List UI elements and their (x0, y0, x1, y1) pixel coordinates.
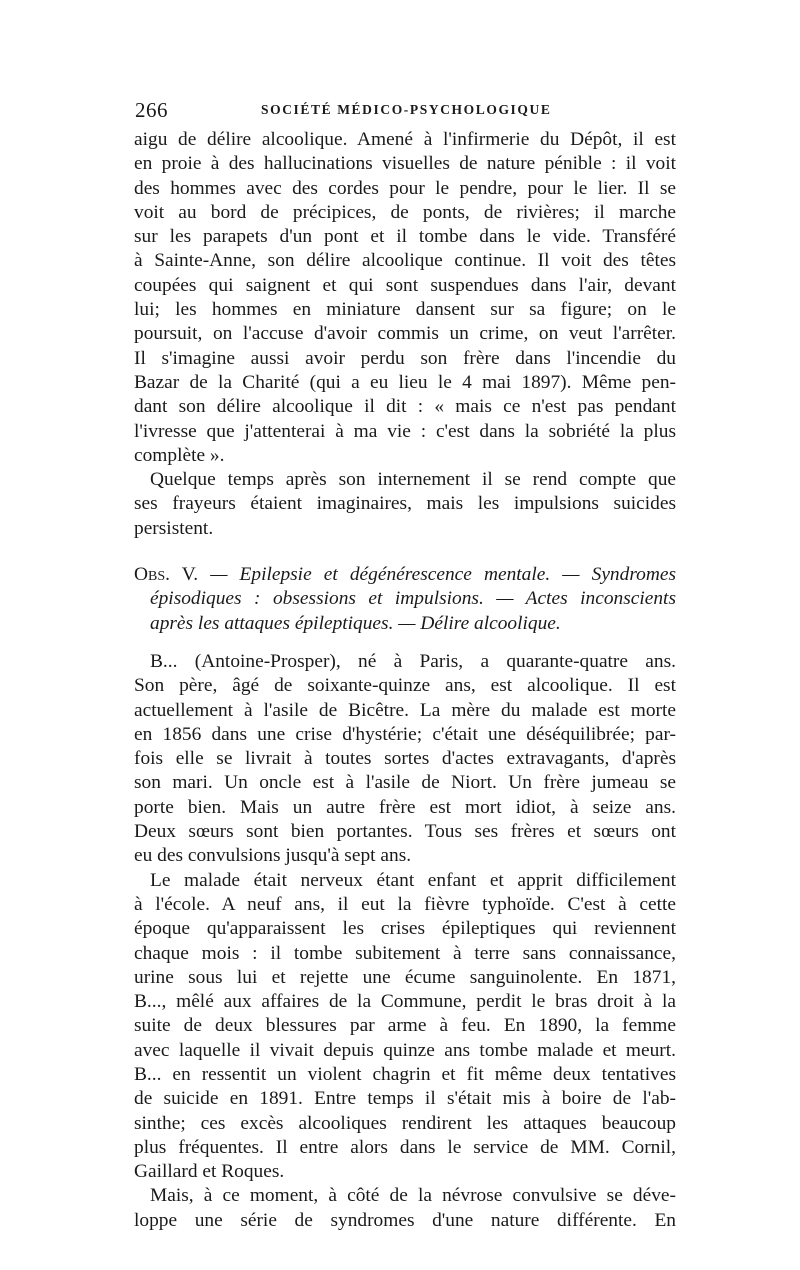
page-header (135, 98, 675, 122)
text-line: aigu de délire alcoolique. Amené à l'infirmerie du Dépôt, il est (134, 129, 676, 150)
text-line: poursuit, on l'accuse d'avoir commis un crime, on veut l'arrêter. (134, 323, 676, 345)
section-spacer (134, 636, 676, 650)
text-line: l'ivresse que j'attenterai à ma vie : c'est dans la sobriété la plus (134, 420, 676, 442)
paragraph-2 (134, 468, 676, 541)
text-line: sur les parapets d'un pont et il tombe dans le vide. Transféré (134, 226, 676, 248)
text-line: de suicide en 1891. Entre temps il s'était mis à boire de l'ab- (134, 1088, 676, 1110)
text-line: ses frayeurs étaient imaginaires, mais les impulsions suicides (134, 493, 676, 515)
paragraph-3 (134, 650, 676, 869)
text-line: complète ». (134, 444, 225, 466)
text-line: sinthe; ces excès alcooliques rendirent les attaques beaucoup (134, 1112, 676, 1134)
text-line: lui; les hommes en miniature dansent sur sa figure; on le (134, 299, 676, 321)
text-line: B..., mêlé aux affaires de la Commune, perdit le bras droit à la (134, 991, 676, 1013)
text-line: Le malade était nerveux étant enfant et apprit difficilement (150, 869, 676, 891)
text-line: dant son délire alcoolique il dit : « mais ce n'est pas pendant (134, 396, 676, 418)
observation-title-2: épisodiques : obsessions et impulsions. — Actes inconscients (150, 588, 676, 610)
text-line: à l'école. A neuf ans, il eut la fièvre typhoïde. C'est à cette (134, 893, 676, 915)
observation-title-1: — Epilepsie et dégénérescence mentale. — Syndromes (210, 564, 676, 586)
text-line: Quelque temps après son internement il se rend compte que (150, 469, 676, 491)
text-line: en 1856 dans une crise d'hystérie; c'était une déséquilibrée; par- (134, 723, 676, 745)
text-line: Deux sœurs sont bien portantes. Tous ses frères et sœurs ont (134, 821, 676, 843)
text-line: porte bien. Mais un autre frère est mort idiot, à seize ans. (134, 796, 676, 818)
text-line: Bazar de la Charité (qui a eu lieu le 4 mai 1897). Même pen- (134, 371, 676, 393)
paragraph-4 (134, 869, 676, 1185)
text-line: voit au bord de précipices, de ponts, de rivières; il marche (134, 201, 676, 223)
text-line: à Sainte-Anne, son délire alcoolique continue. Il voit des têtes (134, 250, 676, 272)
text-line: plus fréquentes. Il entre alors dans le service de MM. Cornil, (134, 1136, 676, 1158)
page-number: 266 (135, 98, 168, 122)
text-line: son mari. Un oncle est à l'asile de Niort. Un frère jumeau se (134, 772, 676, 794)
section-spacer (134, 541, 676, 563)
text-line: B... en ressentit un violent chagrin et fit même deux tentatives (134, 1063, 676, 1085)
text-line: Son père, âgé de soixante-quinze ans, est alcoolique. Il est (134, 675, 676, 697)
paragraph-5 (134, 1184, 676, 1233)
observation-title-3: après les attaques épileptiques. — Délire alcoolique. (150, 612, 561, 634)
text-line: des hommes avec des cordes pour le pendre, pour le lier. Il se (134, 177, 676, 199)
text-line: persistent. (134, 517, 214, 539)
body-text (134, 128, 676, 1233)
text-line: Gaillard et Roques. (134, 1161, 285, 1183)
observation-heading (134, 563, 676, 636)
text-line: suite de deux blessures par arme à feu. En 1890, la femme (134, 1015, 676, 1037)
text-line: Mais, à ce moment, à côté de la névrose convulsive se déve- (150, 1185, 676, 1207)
text-line: fois elle se livrait à toutes sortes d'actes extravagants, d'après (134, 748, 676, 770)
text-line: coupées qui saignent et qui sont suspendues dans l'air, devant (134, 274, 676, 296)
text-line: actuellement à l'asile de Bicêtre. La mère du malade est morte (134, 699, 676, 721)
text-line: eu des convulsions jusqu'à sept ans. (134, 845, 412, 867)
text-line: époque qu'apparaissent les crises épileptiques qui reviennent (134, 918, 676, 940)
text-line: loppe une série de syndromes d'une nature différente. En (134, 1209, 676, 1231)
text-line: chaque mois : il tombe subitement à terre sans connaissance, (134, 942, 676, 964)
running-head: SOCIÉTÉ MÉDICO-PSYCHOLOGIQUE (261, 102, 552, 117)
paragraph-1 (134, 128, 676, 468)
text-line: avec laquelle il vivait depuis quinze ans tombe malade et meurt. (134, 1039, 676, 1061)
text-line: urine sous lui et rejette une écume sanguinolente. En 1871, (134, 966, 676, 988)
text-line: en proie à des hallucinations visuelles de nature pénible : il voit (134, 153, 676, 175)
text-line: B... (Antoine-Prosper), né à Paris, a quarante-quatre ans. (150, 650, 676, 672)
observation-label: Obs. V. (134, 564, 199, 586)
text-line: Il s'imagine aussi avoir perdu son frère dans l'incendie du (134, 347, 676, 369)
